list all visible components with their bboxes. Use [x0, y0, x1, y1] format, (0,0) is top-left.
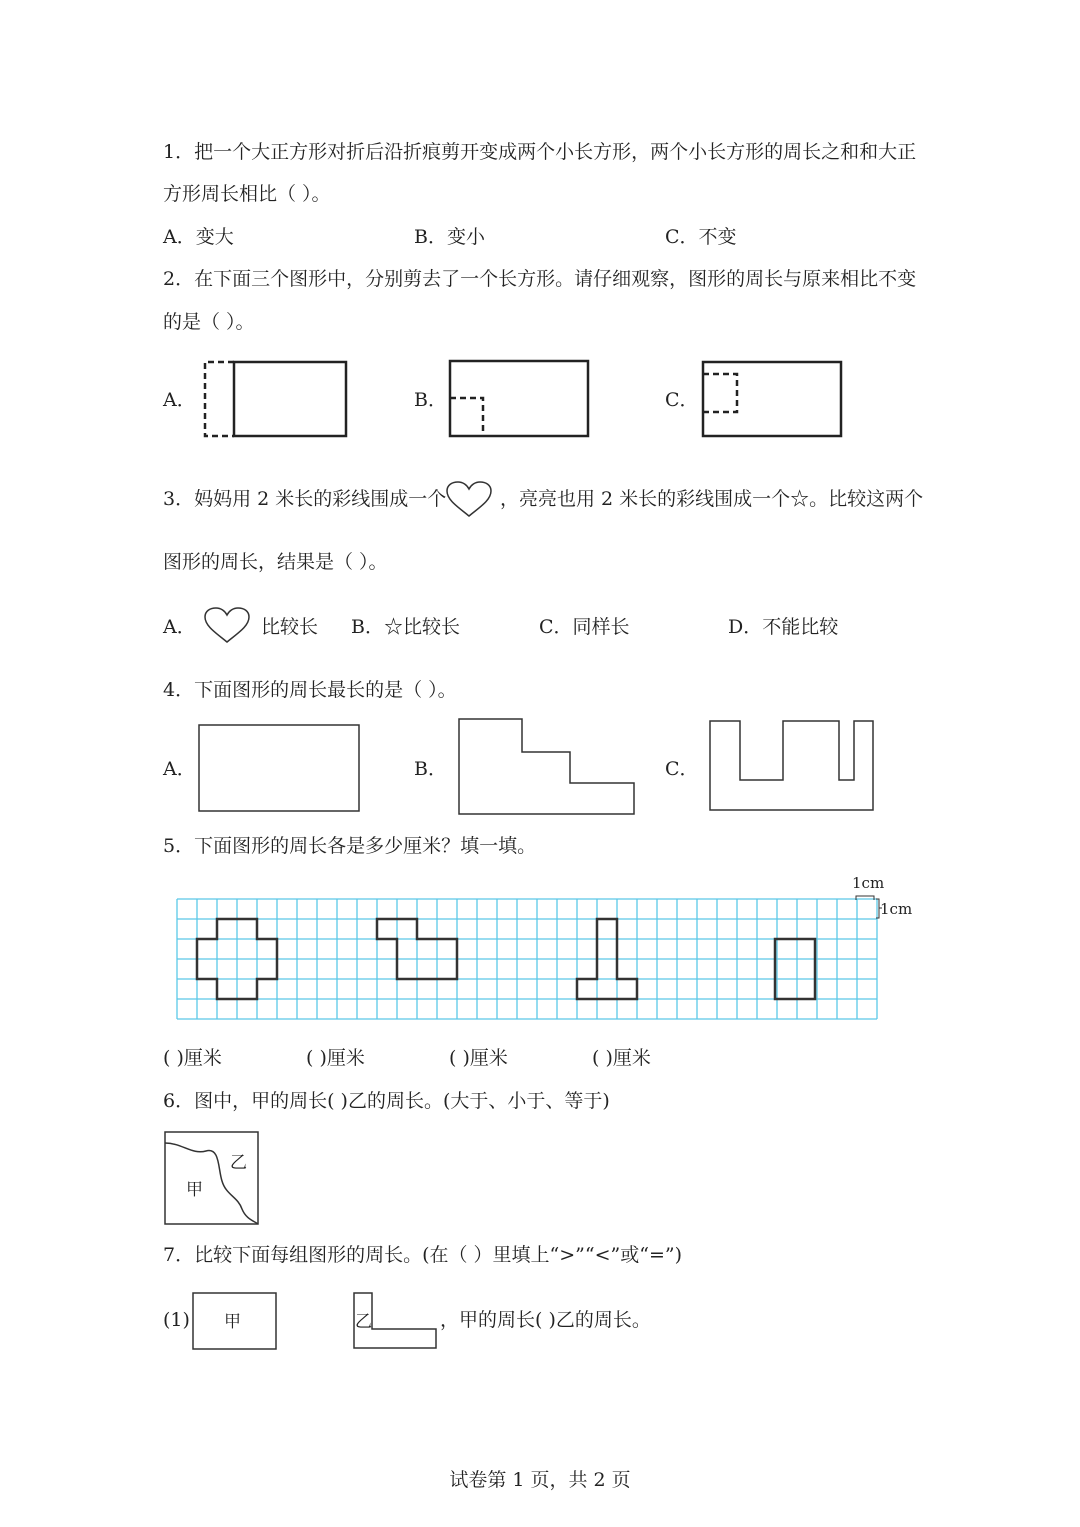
q7-comparison-text[interactable]: ，甲的周长( )乙的周长。	[440, 1309, 651, 1331]
q7-line1: 7．比较下面每组图形的周长。(在（ ）里填上“>”“<”或“=”)	[163, 1244, 682, 1266]
q5-line1: 5．下面图形的周长各是多少厘米？填一填。	[163, 835, 537, 857]
q5-answer-blank-4[interactable]: ( )厘米	[592, 1047, 651, 1069]
q1-option-c[interactable]: C．不变	[665, 226, 737, 248]
q1-option-b[interactable]: B．变小	[414, 226, 485, 248]
q4-figure-c	[707, 718, 879, 816]
q3-option-d[interactable]: D．不能比较	[728, 616, 839, 638]
q4-option-a-label[interactable]: A．	[163, 758, 196, 780]
q1-line2: 方形周长相比（ ）。	[163, 183, 331, 205]
rect-shape	[775, 939, 815, 999]
q6-line1: 6．图中，甲的周长( )乙的周长。(大于、小于、等于)	[163, 1090, 610, 1112]
q4-option-c-label[interactable]: C．	[665, 758, 699, 780]
q3-line1-end: ，亮亮也用 2 米长的彩线围成一个☆。比较这两个	[500, 488, 924, 510]
q7-label-yi: 乙	[355, 1312, 372, 1332]
page-footer: 试卷第 1 页，共 2 页	[449, 1469, 631, 1491]
heart-icon	[444, 480, 494, 520]
grid-unit-height: 1cm	[880, 900, 913, 918]
q3-line2: 图形的周长，结果是（ ）。	[163, 551, 388, 573]
q2-figure-c	[700, 358, 845, 442]
q4-figure-a	[196, 720, 366, 816]
q7-item-number: (1)	[163, 1309, 190, 1331]
q6-label-jia: 甲	[186, 1180, 203, 1200]
q2-option-c-label[interactable]: C．	[665, 389, 699, 411]
q3-option-a-text[interactable]: 比较长	[261, 616, 319, 638]
q2-option-b-label[interactable]: B．	[414, 389, 447, 411]
q1-line1: 1．把一个大正方形对折后沿折痕剪开变成两个小长方形，两个小长方形的周长之和和大正	[163, 141, 917, 163]
q4-figure-b	[456, 716, 640, 820]
q5-answer-blank-3[interactable]: ( )厘米	[449, 1047, 508, 1069]
q2-figure-b	[447, 358, 592, 442]
q3-line1-start: 3．妈妈用 2 米长的彩线围成一个	[163, 488, 447, 510]
q2-figure-a	[200, 358, 350, 442]
q4-option-b-label[interactable]: B．	[414, 758, 447, 780]
q2-line1: 2．在下面三个图形中，分别剪去了一个长方形。请仔细观察，图形的周长与原来相比不变	[163, 268, 917, 290]
q3-option-c[interactable]: C．同样长	[539, 616, 630, 638]
grid-lines	[177, 899, 877, 1019]
q3-option-a-label[interactable]: A．	[163, 616, 196, 638]
q4-line1: 4．下面图形的周长最长的是（ ）。	[163, 679, 457, 701]
q6-label-yi: 乙	[230, 1153, 247, 1173]
q2-line2: 的是（ ）。	[163, 311, 255, 333]
q2-option-a-label[interactable]: A．	[163, 389, 196, 411]
q6-figure	[162, 1129, 262, 1227]
q5-answer-blank-1[interactable]: ( )厘米	[163, 1047, 222, 1069]
q5-answer-blank-2[interactable]: ( )厘米	[306, 1047, 365, 1069]
heart-icon	[202, 606, 252, 646]
grid-unit-width: 1cm	[852, 874, 885, 892]
q5-grid-figure	[160, 880, 890, 1025]
q3-option-b[interactable]: B．☆比较长	[351, 616, 460, 638]
q7-label-jia: 甲	[224, 1312, 241, 1332]
q1-option-a[interactable]: A．变大	[163, 226, 234, 248]
